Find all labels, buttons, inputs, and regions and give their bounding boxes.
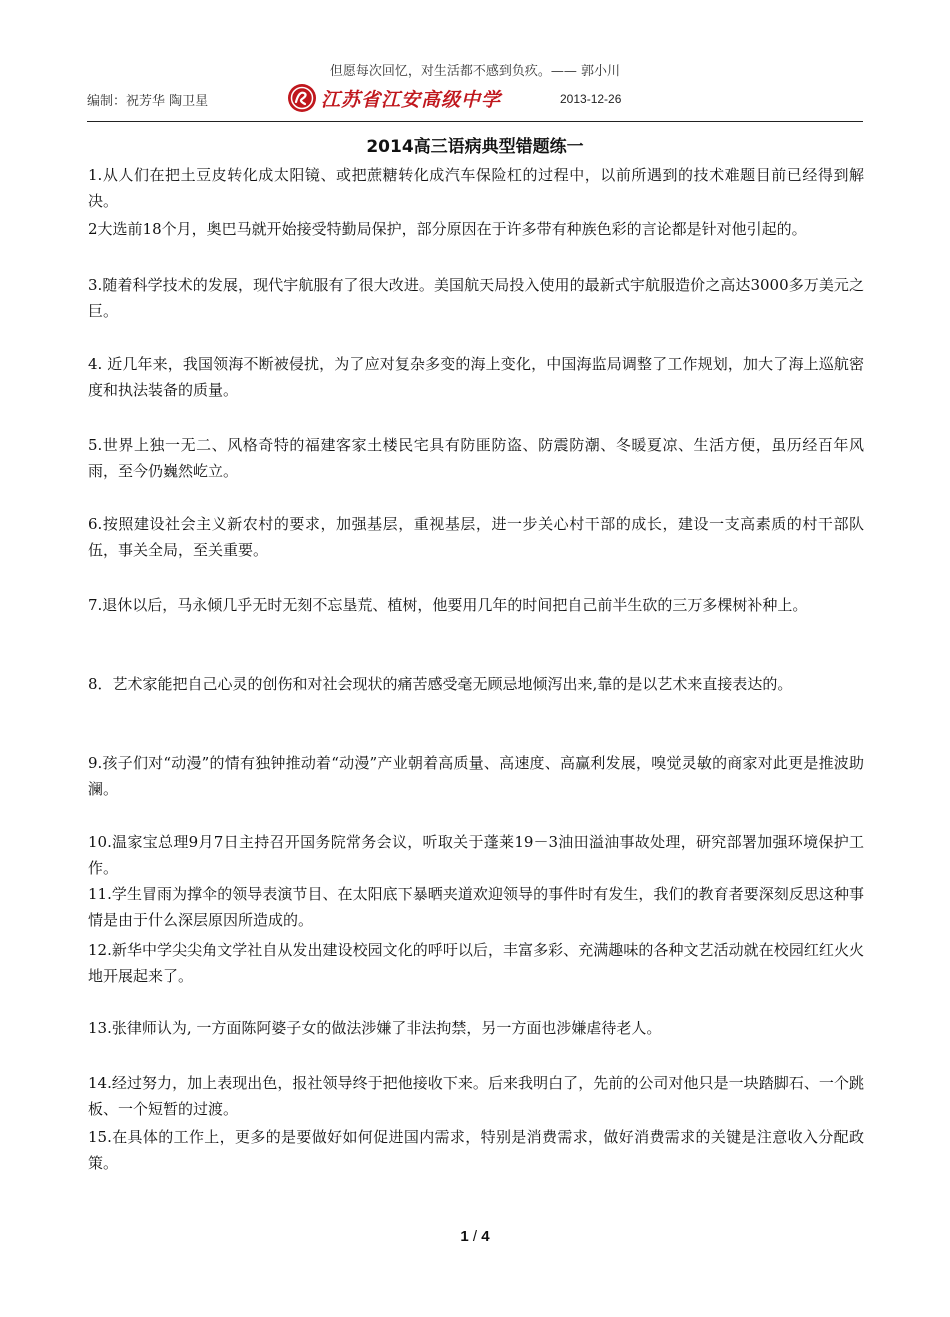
question-item: 9.孩子们对“动漫”的情有独钟推动着“动漫”产业朝着高质量、高速度、高赢利发展，嗅觉灵敏的商家对此更是推波助澜。 <box>88 754 864 798</box>
header-date: 2013-12-26 <box>560 92 622 106</box>
school-emblem-icon <box>287 83 317 113</box>
question-item: 4. 近几年来，我国领海不断被侵扰，为了应对复杂多变的海上变化，中国海监局调整了工作规划，加大了海上巡航密度和执法装备的质量。 <box>88 355 864 399</box>
question-item: 1.从人们在把土豆皮转化成太阳镜、或把蔗糖转化成汽车保险杠的过程中，以前所遇到的技术难题目前已经得到解决。 <box>88 166 864 210</box>
question-item: 15.在具体的工作上，更多的是要做好如何促进国内需求，特别是消费需求，做好消费需求的关键是注意收入分配政策。 <box>88 1128 864 1172</box>
question-item: 13.张律师认为, 一方面陈阿婆子女的做法涉嫌了非法拘禁，另一方面也涉嫌虐待老人。 <box>88 1019 662 1037</box>
header-motto: 但愿每次回忆，对生活都不感到负疚。—— 郭小川 <box>329 64 621 79</box>
question-item: 11.学生冒雨为撑伞的领导表演节目、在太阳底下暴晒夹道欢迎领导的事件时有发生，我们的教育者要深刻反思这种事情是由于什么深层原因所造成的。 <box>88 885 864 929</box>
question-item: 14.经过努力，加上表现出色，报社领导终于把他接收下来。后来我明白了，先前的公司对他只是一块踏脚石、一个跳板、一个短暂的过渡。 <box>88 1074 864 1118</box>
page-number <box>0 1228 950 1245</box>
page-separator: / <box>472 1228 478 1245</box>
question-item: 5.世界上独一无二、风格奇特的福建客家土楼民宅具有防匪防盗、防震防潮、冬暖夏凉、生活方便，虽历经百年风雨，至今仍巍然屹立。 <box>88 436 864 480</box>
school-name: 江苏省江安高级中学 <box>321 88 502 111</box>
question-item: 12.新华中学尖尖角文学社自从发出建设校园文化的呼吁以后，丰富多彩、充满趣味的各种文艺活动就在校园红红火火地开展起来了。 <box>88 941 864 985</box>
page-total: 4 <box>481 1228 490 1245</box>
question-item: 2大选前18个月，奥巴马就开始接受特勤局保护，部分原因在于许多带有种族色彩的言论都是针对他引起的。 <box>88 220 807 238</box>
school-logo <box>287 80 501 116</box>
question-item: 7.退休以后，马永倾几乎无时无刻不忘垦荒、植树，他要用几年的时间把自己前半生砍的三万多棵树补种上。 <box>88 596 808 614</box>
question-item: 6.按照建设社会主义新农村的要求，加强基层，重视基层，进一步关心村干部的成长，建设一支高素质的村干部队伍，事关全局，至关重要。 <box>88 515 864 559</box>
page-header <box>87 80 863 120</box>
page-current: 1 <box>460 1228 469 1245</box>
editors-label: 编制：祝芳华 陶卫星 <box>87 94 209 109</box>
question-item: 8．艺术家能把自己心灵的创伤和对社会现状的痛苦感受毫无顾忌地倾泻出来,靠的是以艺术来直接表达的。 <box>88 675 793 693</box>
page-title: 2014高三语病典型错题练一 <box>366 137 584 157</box>
question-item: 10.温家宝总理9月7日主持召开国务院常务会议，听取关于蓬莱19－3油田溢油事故处理，研究部署加强环境保护工作。 <box>88 833 864 877</box>
question-item: 3.随着科学技术的发展，现代宇航服有了很大改进。美国航天局投入使用的最新式宇航服造价之高达3000多万美元之巨。 <box>88 276 864 320</box>
header-divider <box>87 121 863 122</box>
